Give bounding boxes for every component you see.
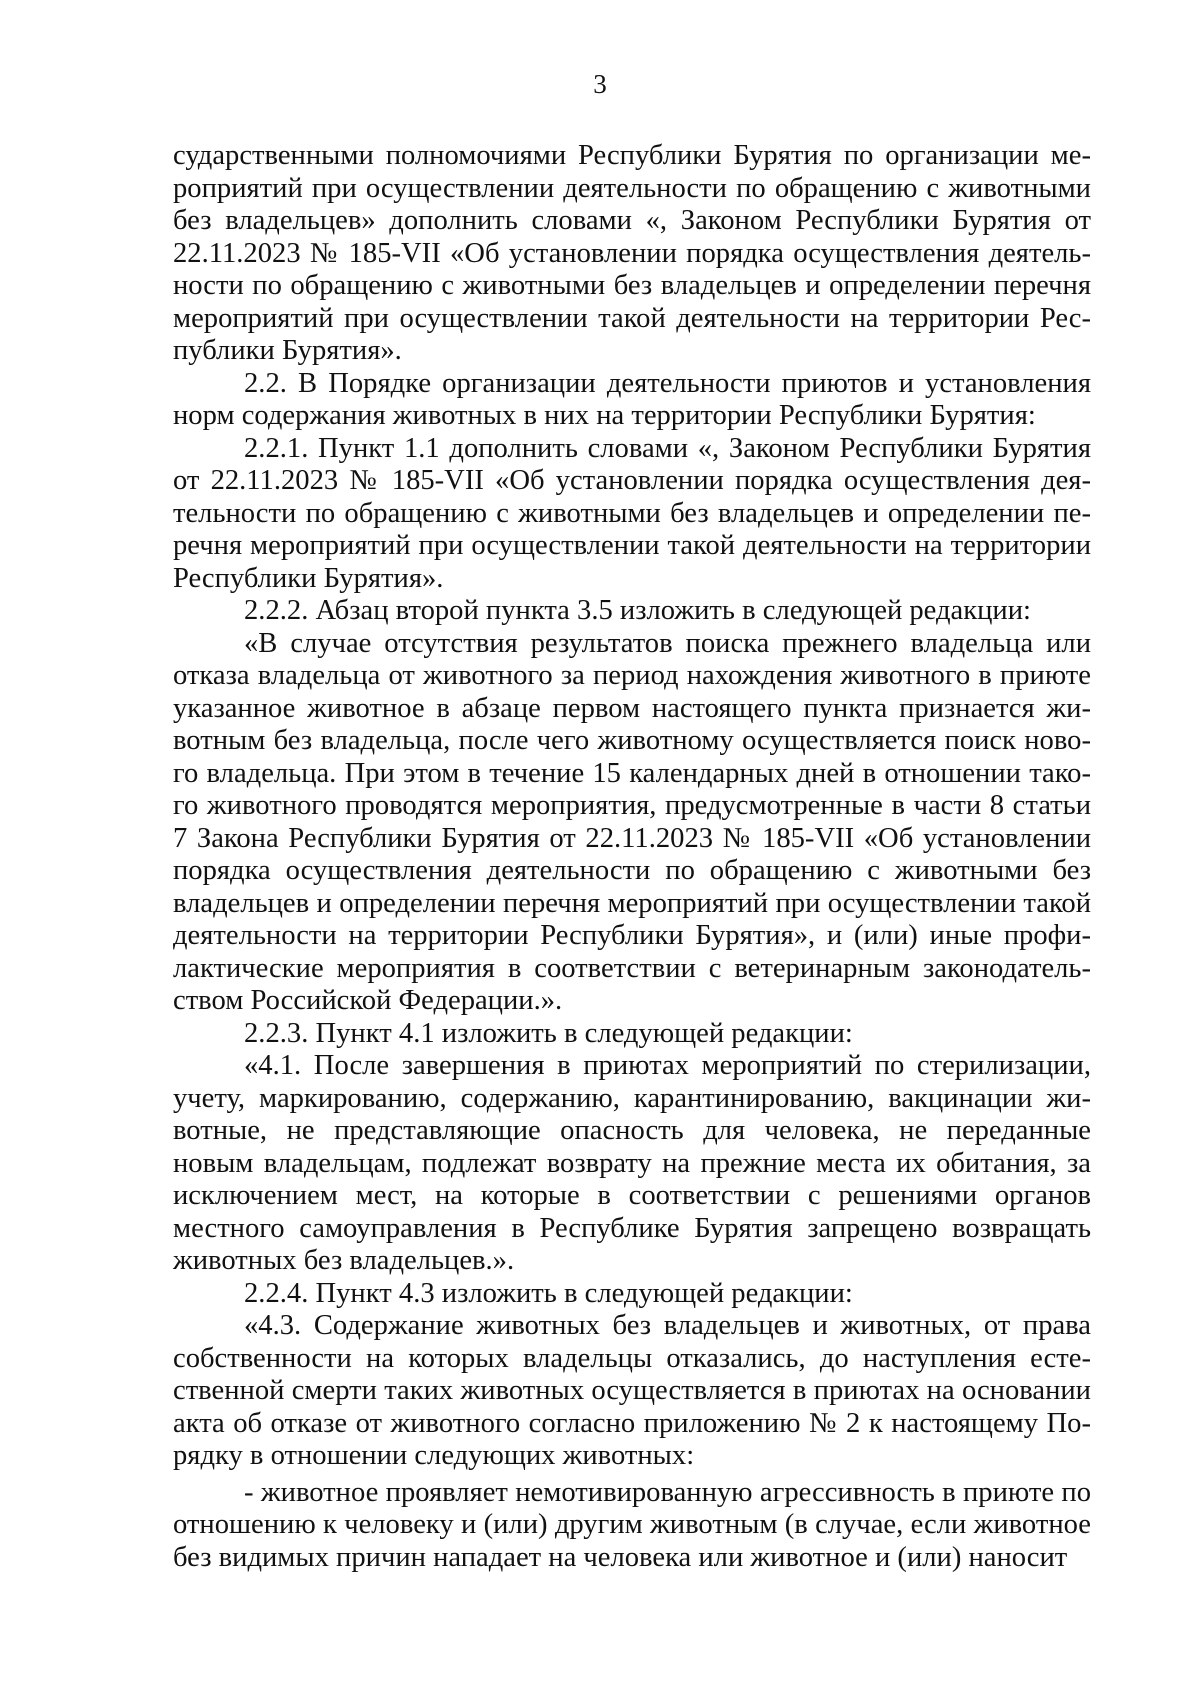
paragraph: 2.2.4. Пункт 4.3 изложить в следующей редакции: xyxy=(244,1277,853,1309)
paragraph: 2.2. В Порядке организации деятельности приютов и установления норм содержания животных в них на территории Республики Бурятия: xyxy=(173,367,1091,431)
paragraph: 2.2.2. Абзац второй пункта 3.5 изложить в следующей редакции: xyxy=(244,595,1031,626)
document-body xyxy=(173,140,1091,1574)
page-number: 3 xyxy=(593,69,607,99)
paragraph: - животное проявляет немотивированную агрессивность в приюте по отношению к человеку и (или) другим животным (в случае, если животное без видимых причин нападает на человека или животное и (или) наносит xyxy=(173,1476,1091,1573)
paragraph: «4.1. После завершения в приютах мероприятий по стерилизации, учету, маркированию, содержанию, карантинированию, вакцинации животные, не представляющие опасность для человека, не переданные новым владельцам, подлежат возврату на прежние места их обитания, за исключением мест, на которые в соответствии с решениями органов местного самоуправления в Республике Бурятия запрещено возвращать животных без владельцев.». xyxy=(173,1050,1091,1276)
paragraph: сударственными полномочиями Республики Бурятия по организации мероприятий при осуществлении деятельности по обращению с животными без владельцев» дополнить словами «, Законом Республики Бурятия от 22.11.2023 № 185-VII «Об установлении порядка осуществления деятельности по обращению с животными без владельцев и определении перечня мероприятий при осуществлении такой деятельности на территории Республики Бурятия». xyxy=(173,140,1091,366)
paragraph: 2.2.1. Пункт 1.1 дополнить словами «, Законом Республики Бурятия от 22.11.2023 № 185-VII «Об установлении порядка осуществления деятельности по обращению с животными без владельцев и определении перечня мероприятий при осуществлении такой деятельности на территории Республики Бурятия». xyxy=(173,432,1091,594)
paragraph: «В случае отсутствия результатов поиска прежнего владельца или отказа владельца от животного за период нахождения животного в приюте указанное животное в абзаце первом настоящего пункта признается животным без владельца, после чего животному осуществляется поиск нового владельца. При этом в течение 15 календарных дней в отношении такого животного проводятся мероприятия, предусмотренные в части 8 статьи 7 Закона Республики Бурятия от 22.11.2023 № 185-VII «Об установлении порядка осуществления деятельности по обращению с животными без владельцев и определении перечня мероприятий при осуществлении такой деятельности на территории Республики Бурятия», и (или) иные профилактические мероприятия в соответствии с ветеринарным законодательством Российской Федерации.». xyxy=(173,627,1091,1016)
paragraph: 2.2.3. Пункт 4.1 изложить в следующей редакции: xyxy=(244,1017,853,1049)
paragraph: «4.3. Содержание животных без владельцев и животных, от права собственности на которых владельцы отказались, до наступления естественной смерти таких животных осуществляется в приютах на основании акта об отказе от животного согласно приложению № 2 к настоящему Порядку в отношении следующих животных: xyxy=(173,1310,1091,1471)
